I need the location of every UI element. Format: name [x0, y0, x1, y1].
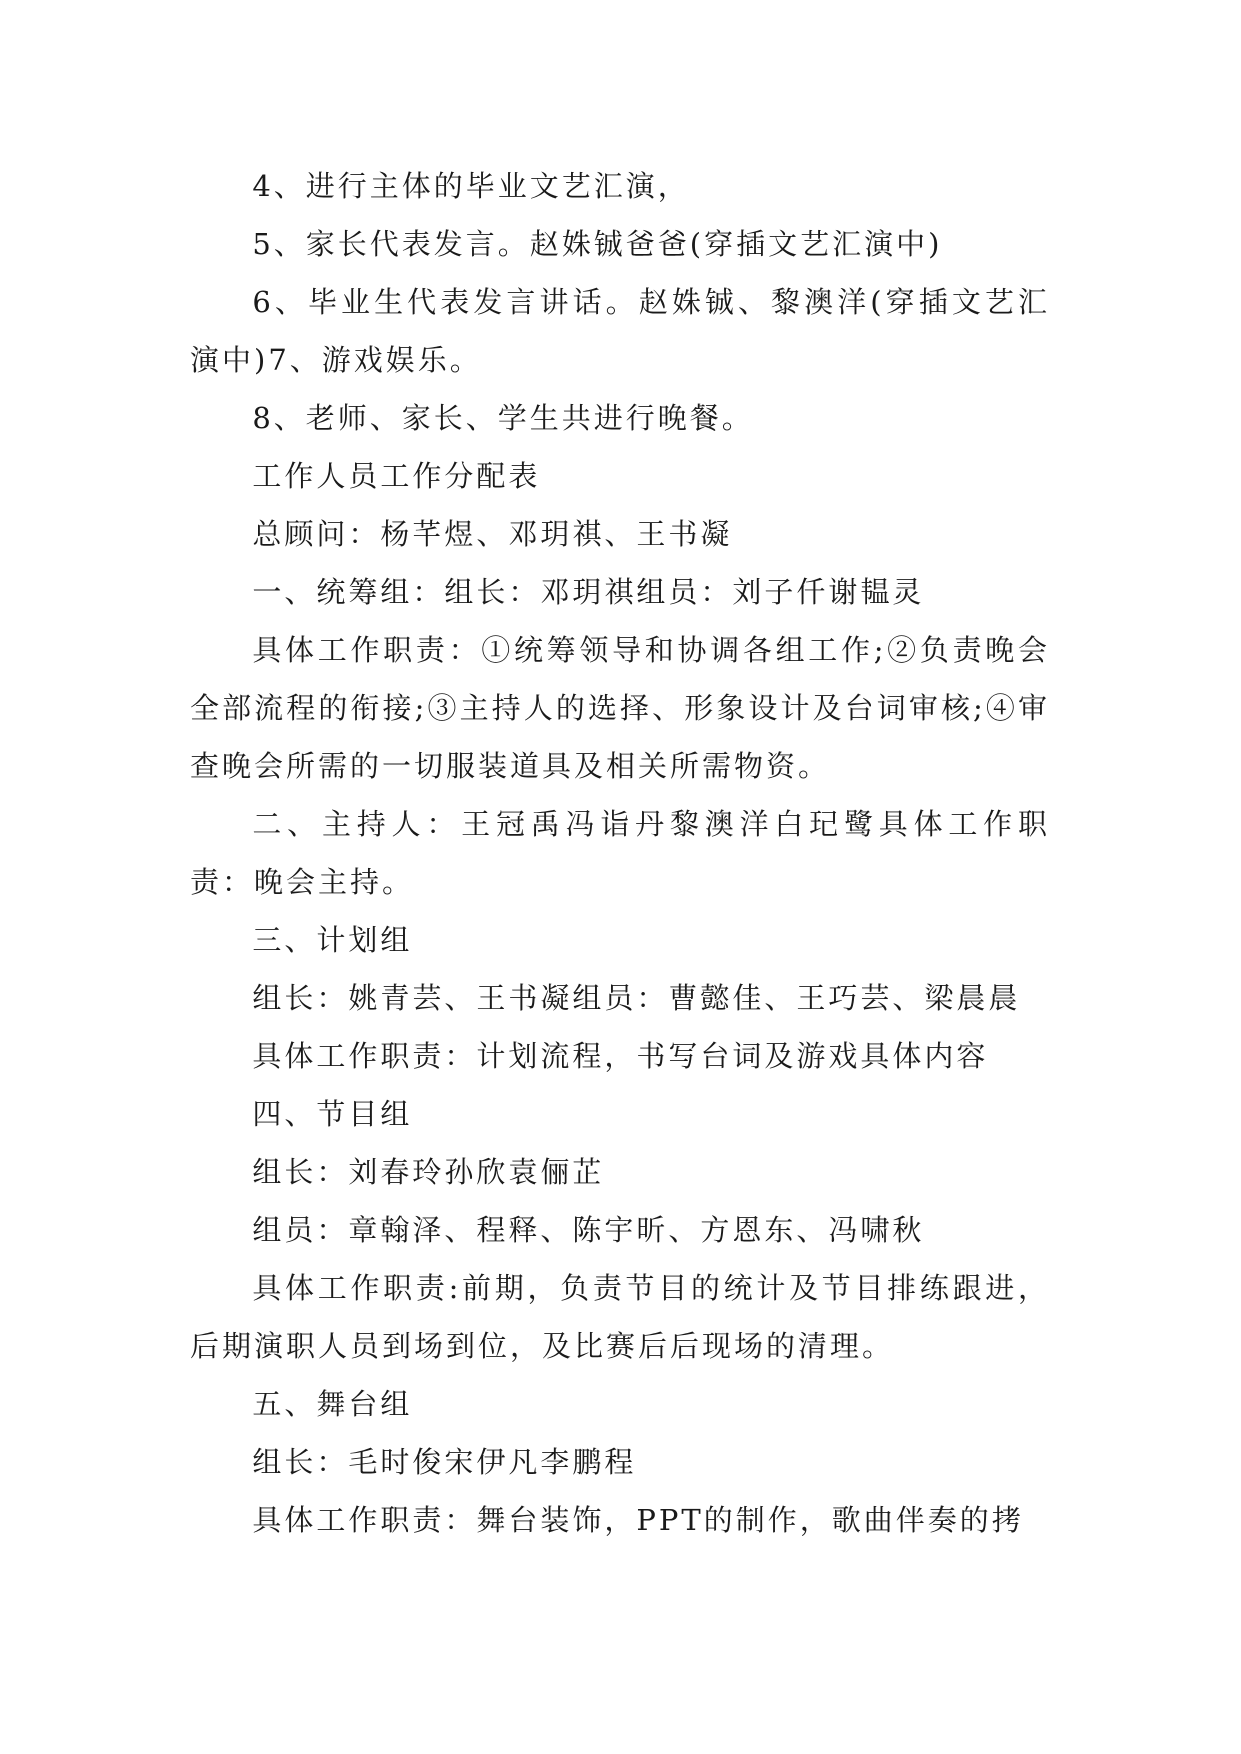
- paragraph-coordination-duties: 具体工作职责：①统筹领导和协调各组工作;②负责晚会全部流程的衔接;③主持人的选择、形象设计及台词审核;④审查晚会所需的一切服装道具及相关所需物资。: [190, 633, 1050, 783]
- paragraph-program-members: 组员：章翰泽、程释、陈宇昕、方恩东、冯啸秋: [252, 1213, 925, 1247]
- paragraph-hosts: 二、主持人：王冠禹冯诣丹黎澳洋白玘鹭具体工作职责：晚会主持。: [190, 807, 1050, 899]
- heading-planning-group: 三、计划组: [252, 923, 413, 957]
- document-body: [190, 157, 1050, 1549]
- paragraph-item-4: 4、进行主体的毕业文艺汇演，: [252, 169, 690, 203]
- paragraph-coordination-group: 一、统筹组：组长：邓玥祺组员：刘子仟谢韫灵: [252, 575, 925, 609]
- paragraph-planning-duties: 具体工作职责：计划流程，书写台词及游戏具体内容: [252, 1039, 989, 1073]
- paragraph-general-advisor: 总顾问：杨芊煜、邓玥祺、王书凝: [252, 517, 733, 551]
- paragraph-parent-speech: 5、家长代表发言。赵姝铖爸爸(穿插文艺汇演中): [252, 227, 943, 261]
- section-title-staff-table: 工作人员工作分配表: [252, 459, 541, 493]
- paragraph-stage-duties: 具体工作职责：舞台装饰，PPT的制作，歌曲伴奏的拷: [252, 1503, 1024, 1537]
- paragraph-planning-members: 组长：姚青芸、王书凝组员：曹懿佳、王巧芸、梁晨晨: [252, 981, 1021, 1015]
- paragraph-graduate-speech: 6、毕业生代表发言讲话。赵姝铖、黎澳洋(穿插文艺汇演中)7、游戏娱乐。: [190, 285, 1050, 377]
- heading-stage-group: 五、舞台组: [252, 1387, 413, 1421]
- paragraph-stage-leaders: 组长：毛时俊宋伊凡李鹏程: [252, 1445, 637, 1479]
- paragraph-program-leaders: 组长：刘春玲孙欣袁俪芷: [252, 1155, 605, 1189]
- heading-program-group: 四、节目组: [252, 1097, 413, 1131]
- paragraph-dinner: 8、老师、家长、学生共进行晚餐。: [252, 401, 754, 435]
- paragraph-program-duties: 具体工作职责:前期，负责节目的统计及节目排练跟进，后期演职人员到场到位，及比赛后后现场的清理。: [190, 1271, 1050, 1363]
